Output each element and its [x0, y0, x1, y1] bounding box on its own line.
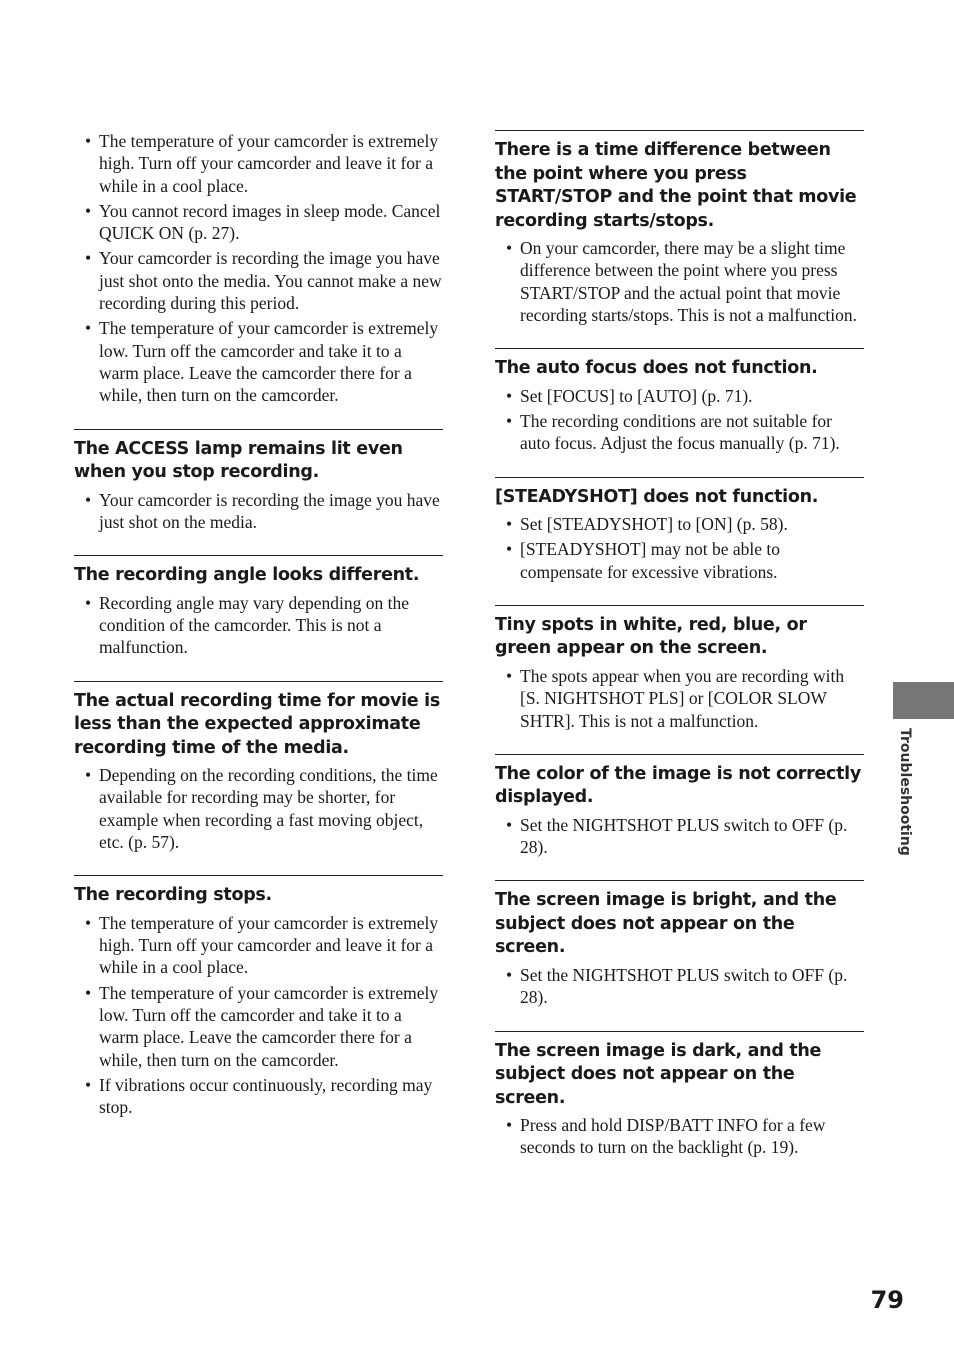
- troubleshooting-section: [74, 875, 443, 1118]
- troubleshooting-section: [495, 130, 864, 326]
- bullet-list: [495, 1114, 864, 1159]
- bullet-item: • The spots appear when you are recording with [S. NIGHTSHOT PLS] or [COLOR SLOW SHTR]. This is not a malfunction.: [495, 665, 864, 732]
- bullet-list: [74, 592, 443, 659]
- bullet-list: [495, 385, 864, 455]
- section-heading: The color of the image is not correctly displayed.: [495, 763, 861, 808]
- troubleshooting-section: [74, 429, 443, 534]
- bullet-list: [495, 513, 864, 583]
- bullet-item: • Set [FOCUS] to [AUTO] (p. 71).: [495, 385, 864, 407]
- section-heading: The screen image is bright, and the subject does not appear on the screen.: [495, 890, 837, 958]
- bullet-item: • The temperature of your camcorder is extremely low. Turn off the camcorder and take it to a warm place. Leave the camcorder there for a while, then turn on the camcorder.: [74, 982, 443, 1071]
- left-column: [74, 130, 443, 1140]
- bullet-item: • [STEADYSHOT] may not be able to compensate for excessive vibrations.: [495, 538, 864, 583]
- section-heading: The ACCESS lamp remains lit even when you stop recording.: [74, 438, 403, 483]
- troubleshooting-section: [495, 605, 864, 732]
- bullet-item: • Recording angle may vary depending on the condition of the camcorder. This is not a malfunction.: [74, 592, 443, 659]
- troubleshooting-section: [495, 754, 864, 859]
- bullet-item: • Your camcorder is recording the image you have just shot on the media.: [74, 489, 443, 534]
- troubleshooting-section: [74, 130, 443, 407]
- bullet-item: • Set the NIGHTSHOT PLUS switch to OFF (p. 28).: [495, 814, 864, 859]
- bullet-item: • Set [STEADYSHOT] to [ON] (p. 58).: [495, 513, 864, 535]
- bullet-item: • The temperature of your camcorder is extremely low. Turn off the camcorder and take it to a warm place. Leave the camcorder there for a while, then turn on the camcorder.: [74, 317, 443, 406]
- right-column: [495, 130, 864, 1181]
- bullet-list: [74, 130, 443, 407]
- bullet-list: [74, 912, 443, 1119]
- section-heading: There is a time difference between the point where you press START/STOP and the point that movie recording starts/stops.: [495, 140, 857, 231]
- bullet-item: • You cannot record images in sleep mode. Cancel QUICK ON (p. 27).: [74, 200, 443, 245]
- bullet-item: • The temperature of your camcorder is extremely high. Turn off your camcorder and leave it for a while in a cool place.: [74, 130, 443, 197]
- troubleshooting-section: [495, 1031, 864, 1159]
- troubleshooting-section: [495, 348, 864, 454]
- troubleshooting-section: [74, 555, 443, 658]
- section-heading: [STEADYSHOT] does not function.: [495, 486, 819, 507]
- bullet-item: • Press and hold DISP/BATT INFO for a few seconds to turn on the backlight (p. 19).: [495, 1114, 864, 1159]
- bullet-list: [74, 764, 443, 853]
- section-tab-text: Troubleshooting: [897, 728, 913, 856]
- bullet-item: • Depending on the recording conditions, the time available for recording may be shorter, for example when recording a fast moving object, etc. (p. 57).: [74, 764, 443, 853]
- section-heading: The recording stops.: [74, 885, 272, 906]
- troubleshooting-section: [495, 477, 864, 583]
- section-heading: Tiny spots in white, red, blue, or green appear on the screen.: [495, 614, 807, 659]
- bullet-list: [495, 237, 864, 326]
- bullet-list: [495, 814, 864, 859]
- section-tab-marker: [893, 682, 954, 719]
- bullet-item: • The temperature of your camcorder is extremely high. Turn off your camcorder and leave it for a while in a cool place.: [74, 912, 443, 979]
- troubleshooting-section: [74, 681, 443, 854]
- bullet-item: • The recording conditions are not suitable for auto focus. Adjust the focus manually (p. 71).: [495, 410, 864, 455]
- bullet-item: • Your camcorder is recording the image you have just shot onto the media. You cannot make a new recording during this period.: [74, 247, 443, 314]
- bullet-list: [495, 665, 864, 732]
- page-number: 79: [870, 1286, 904, 1314]
- bullet-item: • On your camcorder, there may be a slight time difference between the point where you press START/STOP and the actual point that movie recording starts/stops. This is not a malfunction.: [495, 237, 864, 326]
- bullet-list: [74, 489, 443, 534]
- section-heading: The screen image is dark, and the subject does not appear on the screen.: [495, 1040, 822, 1108]
- section-heading: The actual recording time for movie is less than the expected approximate recording time of the media.: [74, 690, 440, 758]
- troubleshooting-section: [495, 880, 864, 1008]
- bullet-list: [495, 964, 864, 1009]
- bullet-item: • If vibrations occur continuously, recording may stop.: [74, 1074, 443, 1119]
- section-heading: The recording angle looks different.: [74, 565, 420, 586]
- section-heading: The auto focus does not function.: [495, 358, 818, 379]
- bullet-item: • Set the NIGHTSHOT PLUS switch to OFF (p. 28).: [495, 964, 864, 1009]
